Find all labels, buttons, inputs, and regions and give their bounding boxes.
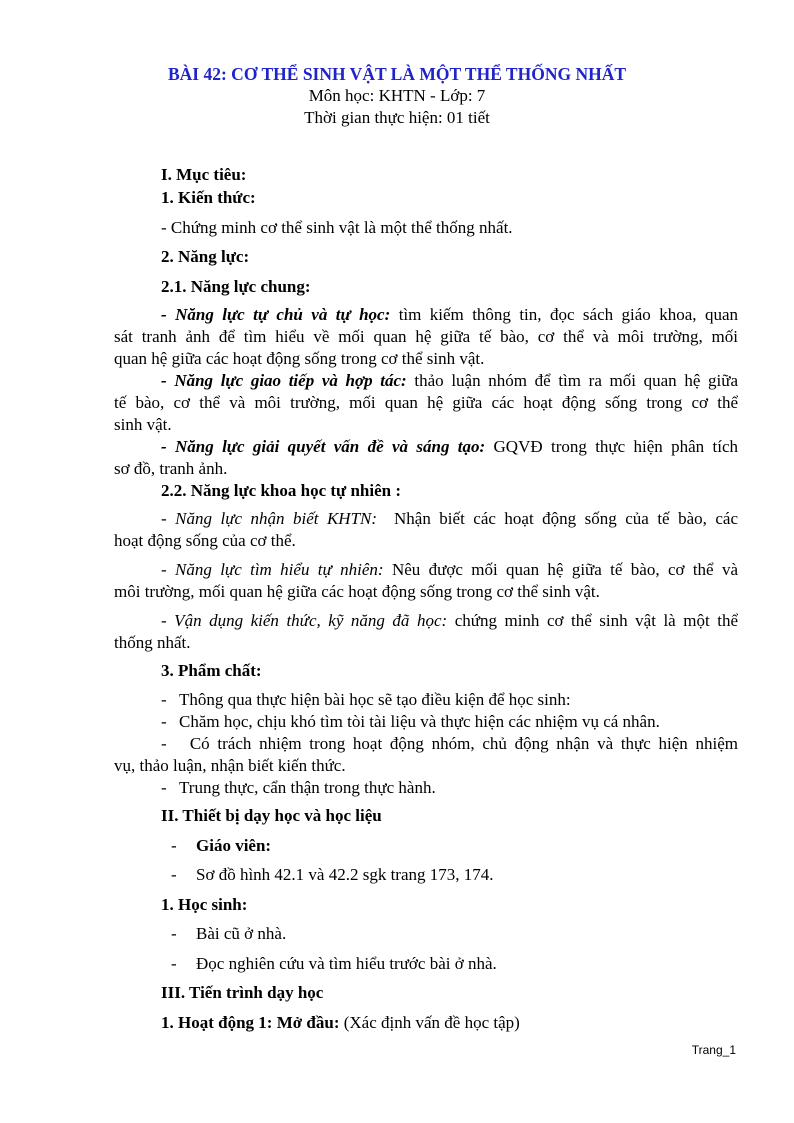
recognition-line-1: - Năng lực nhận biết KHTN: Nhận biết các hoạt động sống của tế bào, các (161, 509, 738, 528)
lesson-title: BÀI 42: CƠ THỂ SINH VẬT LÀ MỘT THỂ THỐNG NHẤT (167, 64, 627, 84)
quality-item-1: - Thông qua thực hiện bài học sẽ tạo điều kiện để học sinh: (161, 690, 571, 709)
student-item-2: - Đọc nghiên cứu và tìm hiểu trước bài ở nhà. (171, 954, 497, 973)
problem-solving-label: - Năng lực giải quyết vấn đề và sáng tạo: (161, 437, 486, 456)
application-line-2: thống nhất. (114, 633, 191, 652)
general-ability-heading: 2.1. Năng lực chung: (161, 277, 311, 296)
application-line-1: - Vận dụng kiến thức, kỹ năng đã học: chứng minh cơ thể sinh vật là một thể (161, 611, 738, 630)
quality-item-2: - Chăm học, chịu khó tìm tòi tài liệu và thực hiện các nhiệm vụ cá nhân. (161, 712, 660, 731)
science-ability-heading: 2.2. Năng lực khoa học tự nhiên : (161, 481, 402, 500)
self-study-label: - Năng lực tự chủ và tự học: (161, 305, 391, 324)
quality-heading: 3. Phẩm chất: (161, 661, 262, 680)
exploration-line-2: môi trường, mối quan hệ giữa các hoạt động sống trong cơ thể sinh vật. (114, 582, 600, 601)
quality-item-3-cont: vụ, thảo luận, nhận biết kiến thức. (114, 756, 346, 775)
recognition-label: - Năng lực nhận biết KHTN: (161, 509, 378, 528)
application-label: - Vận dụng kiến thức, kỹ năng đã học: (161, 611, 448, 630)
problem-solving-line-2: sơ đồ, tranh ảnh. (114, 459, 228, 478)
activity-1-label: 1. Hoạt động 1: Mở đầu: (161, 1013, 340, 1032)
self-study-line-1: - Năng lực tự chủ và tự học: tìm kiếm thông tin, đọc sách giáo khoa, quan (161, 305, 738, 324)
self-study-line-3: quan hệ giữa các hoạt động sống trong cơ thể sinh vật. (114, 349, 485, 368)
teacher-materials: - Sơ đồ hình 42.1 và 42.2 sgk trang 173, 174. (171, 865, 494, 884)
section-3-heading: III. Tiến trình dạy học (161, 983, 324, 1002)
section-1-heading: I. Mục tiêu: (161, 165, 247, 184)
communication-line-2: tế bào, cơ thể và môi trường, mối quan hệ giữa các hoạt động sống trong cơ thể (114, 393, 738, 412)
quality-item-3: - Có trách nhiệm trong hoạt động nhóm, chủ động nhận và thực hiện nhiệm (161, 734, 739, 753)
problem-solving-line-1: - Năng lực giải quyết vấn đề và sáng tạo: GQVĐ trong thực hiện phân tích (161, 437, 739, 456)
communication-line-3: sinh vật. (114, 415, 172, 434)
quality-item-4: - Trung thực, cẩn thận trong thực hành. (161, 778, 436, 797)
exploration-label: - Năng lực tìm hiểu tự nhiên: (161, 560, 384, 579)
self-study-line-2: sát tranh ảnh để tìm hiểu về mối quan hệ giữa tế bào, cơ thể và môi trường, mối (114, 327, 738, 346)
section-2-heading: II. Thiết bị dạy học và học liệu (161, 806, 382, 825)
knowledge-item: - Chứng minh cơ thể sinh vật là một thể thống nhất. (161, 218, 513, 237)
knowledge-heading: 1. Kiến thức: (161, 188, 256, 207)
exploration-line-1: - Năng lực tìm hiểu tự nhiên: Nêu được mối quan hệ giữa tế bào, cơ thể và (161, 560, 738, 579)
ability-heading: 2. Năng lực: (161, 247, 250, 266)
student-heading: 1. Học sinh: (161, 895, 248, 914)
duration-line: Thời gian thực hiện: 01 tiết (304, 108, 490, 127)
student-item-1: - Bài cũ ở nhà. (171, 924, 287, 943)
recognition-line-2: hoạt động sống của cơ thể. (114, 531, 296, 550)
subject-line: Môn học: KHTN - Lớp: 7 (308, 86, 486, 105)
activity-1-line: 1. Hoạt động 1: Mở đầu: (Xác định vấn đề học tập) (161, 1013, 520, 1032)
communication-line-1: - Năng lực giao tiếp và hợp tác: thảo luận nhóm để tìm ra mối quan hệ giữa (161, 371, 739, 390)
teacher-item: - Giáo viên: (171, 836, 272, 855)
page-number: Trang_1 (691, 1043, 736, 1057)
communication-label: - Năng lực giao tiếp và hợp tác: (161, 371, 407, 390)
